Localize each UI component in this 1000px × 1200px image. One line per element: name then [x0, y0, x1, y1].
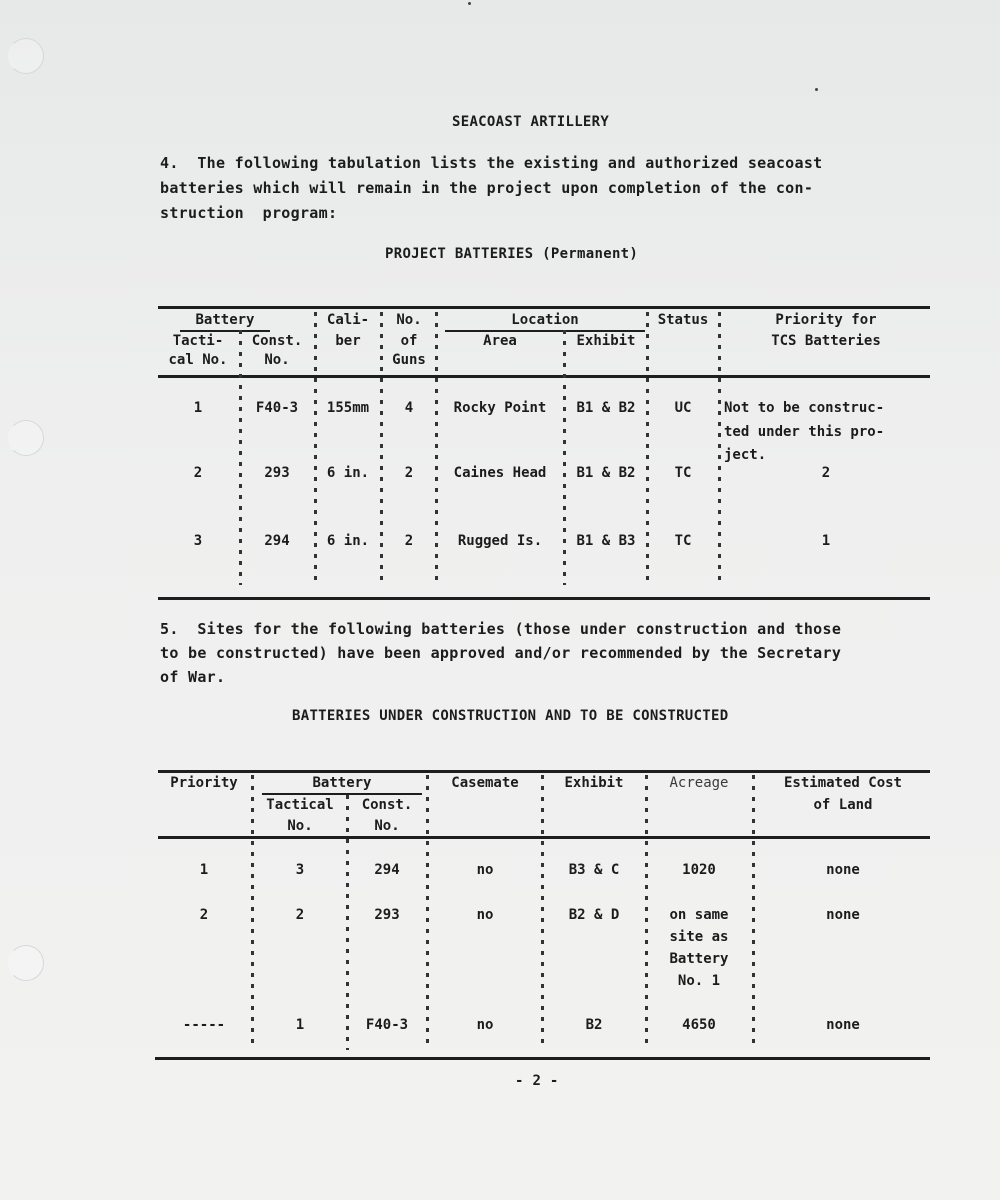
- exhibit-cell: B2 & D: [568, 907, 620, 923]
- section-heading: SEACOAST ARTILLERY: [452, 114, 610, 130]
- punch-hole: [8, 38, 44, 74]
- area-cell: Caines Head: [453, 465, 547, 481]
- column-divider: [435, 312, 438, 585]
- const-no-cell: F40-3: [255, 400, 299, 416]
- header-bottom-rule: [158, 836, 930, 839]
- estimated-cost-cell: none: [826, 862, 860, 878]
- exhibit-cell: B1 & B3: [576, 533, 636, 549]
- estimated-cost-cell: none: [826, 907, 860, 923]
- punch-hole: [8, 945, 44, 981]
- paragraph-4-line: struction program:: [160, 204, 338, 222]
- caliber-header: ber: [335, 333, 361, 349]
- acreage-cell: No. 1: [677, 973, 721, 989]
- table-1-title: PROJECT BATTERIES (Permanent): [385, 246, 639, 262]
- location-group-header: Location: [511, 312, 579, 328]
- const-no-header: Const.: [361, 797, 413, 813]
- column-divider: [541, 775, 544, 1050]
- estimated-cost-header: Estimated Cost: [783, 775, 902, 791]
- table-top-rule: [158, 306, 930, 309]
- priority-header: Priority for: [775, 312, 877, 328]
- battery-group-header: Battery: [195, 312, 255, 328]
- casemate-cell: no: [476, 862, 494, 878]
- tactical-no-cell: 2: [193, 465, 203, 481]
- acreage-cell: 1020: [682, 862, 716, 878]
- tactical-no-cell: 3: [193, 533, 203, 549]
- const-no-cell: 293: [264, 465, 290, 481]
- status-cell: TC: [674, 465, 692, 481]
- tactical-no-header: cal No.: [168, 352, 228, 368]
- guns-cell: 2: [404, 533, 414, 549]
- estimated-cost-header: of Land: [813, 797, 873, 813]
- caliber-cell: 155mm: [326, 400, 370, 416]
- exhibit-cell: B2: [585, 1017, 603, 1033]
- column-divider: [718, 312, 721, 585]
- header-bottom-rule: [158, 375, 930, 378]
- const-no-cell: 294: [374, 862, 400, 878]
- exhibit-cell: B3 & C: [568, 862, 620, 878]
- battery-group-rule: [180, 330, 270, 332]
- caliber-cell: 6 in.: [326, 533, 370, 549]
- priority-cell: Not to be construc-: [724, 400, 885, 416]
- const-no-header: Const.: [251, 333, 303, 349]
- page-number: - 2 -: [515, 1073, 559, 1089]
- const-no-cell: F40-3: [365, 1017, 409, 1033]
- column-divider: [346, 795, 349, 1050]
- const-no-header: No.: [374, 818, 400, 834]
- casemate-header: Casemate: [451, 775, 519, 791]
- speck: [468, 2, 471, 5]
- const-no-cell: 293: [374, 907, 400, 923]
- area-header: Area: [483, 333, 517, 349]
- tactical-no-cell: 3: [295, 862, 305, 878]
- caliber-cell: 6 in.: [326, 465, 370, 481]
- area-cell: Rugged Is.: [457, 533, 543, 549]
- status-cell: TC: [674, 533, 692, 549]
- guns-header: No.: [396, 312, 422, 328]
- area-cell: Rocky Point: [453, 400, 547, 416]
- priority-cell: -----: [182, 1017, 226, 1033]
- const-no-cell: 294: [264, 533, 290, 549]
- tactical-no-header: No.: [287, 818, 313, 834]
- status-cell: UC: [674, 400, 692, 416]
- punch-hole: [8, 420, 44, 456]
- exhibit-cell: B1 & B2: [576, 465, 636, 481]
- priority-header: TCS Batteries: [771, 333, 881, 349]
- paragraph-5-line: 5. Sites for the following batteries (those under construction and those: [160, 620, 842, 638]
- exhibit-cell: B1 & B2: [576, 400, 636, 416]
- priority-cell: 1: [199, 862, 209, 878]
- casemate-cell: no: [476, 907, 494, 923]
- tactical-no-header: Tacti-: [172, 333, 224, 349]
- column-divider: [752, 775, 755, 1050]
- acreage-cell: Battery: [669, 951, 729, 967]
- paragraph-4-line: 4. The following tabulation lists the existing and authorized seacoast: [160, 154, 823, 172]
- guns-header: of: [400, 333, 418, 349]
- priority-header: Priority: [170, 775, 238, 791]
- const-no-header: No.: [264, 352, 290, 368]
- acreage-header: Acreage: [669, 775, 729, 791]
- caliber-header: Cali-: [326, 312, 370, 328]
- priority-cell: ted under this pro-: [724, 424, 885, 440]
- status-header: Status: [657, 312, 709, 328]
- battery-group-rule: [262, 793, 422, 795]
- priority-cell: 2: [821, 465, 831, 481]
- tactical-no-cell: 1: [295, 1017, 305, 1033]
- table-bottom-rule: [155, 1057, 930, 1060]
- tactical-no-cell: 2: [295, 907, 305, 923]
- speck: [815, 88, 818, 91]
- column-divider: [426, 775, 429, 1050]
- priority-cell: ject.: [724, 447, 767, 463]
- estimated-cost-cell: none: [826, 1017, 860, 1033]
- acreage-cell: site as: [669, 929, 729, 945]
- column-divider: [645, 775, 648, 1050]
- acreage-cell: 4650: [682, 1017, 716, 1033]
- table-bottom-rule: [158, 597, 930, 600]
- paragraph-5-line: to be constructed) have been approved and/or recommended by the Secretary: [160, 644, 842, 662]
- priority-cell: 1: [821, 533, 831, 549]
- casemate-cell: no: [476, 1017, 494, 1033]
- paragraph-5-line: of War.: [160, 668, 226, 686]
- tactical-no-cell: 1: [193, 400, 203, 416]
- column-divider: [251, 775, 254, 1050]
- location-group-rule: [445, 330, 645, 332]
- exhibit-header: Exhibit: [564, 775, 624, 791]
- exhibit-header: Exhibit: [576, 333, 636, 349]
- table-top-rule: [158, 770, 930, 773]
- battery-group-header: Battery: [312, 775, 372, 791]
- guns-header: Guns: [392, 352, 426, 368]
- paragraph-4-line: batteries which will remain in the project upon completion of the con-: [160, 179, 814, 197]
- table-2-title: BATTERIES UNDER CONSTRUCTION AND TO BE CONSTRUCTED: [292, 708, 729, 724]
- guns-cell: 4: [404, 400, 414, 416]
- guns-cell: 2: [404, 465, 414, 481]
- acreage-cell: on same: [669, 907, 729, 923]
- tactical-no-header: Tactical: [266, 797, 334, 813]
- priority-cell: 2: [199, 907, 209, 923]
